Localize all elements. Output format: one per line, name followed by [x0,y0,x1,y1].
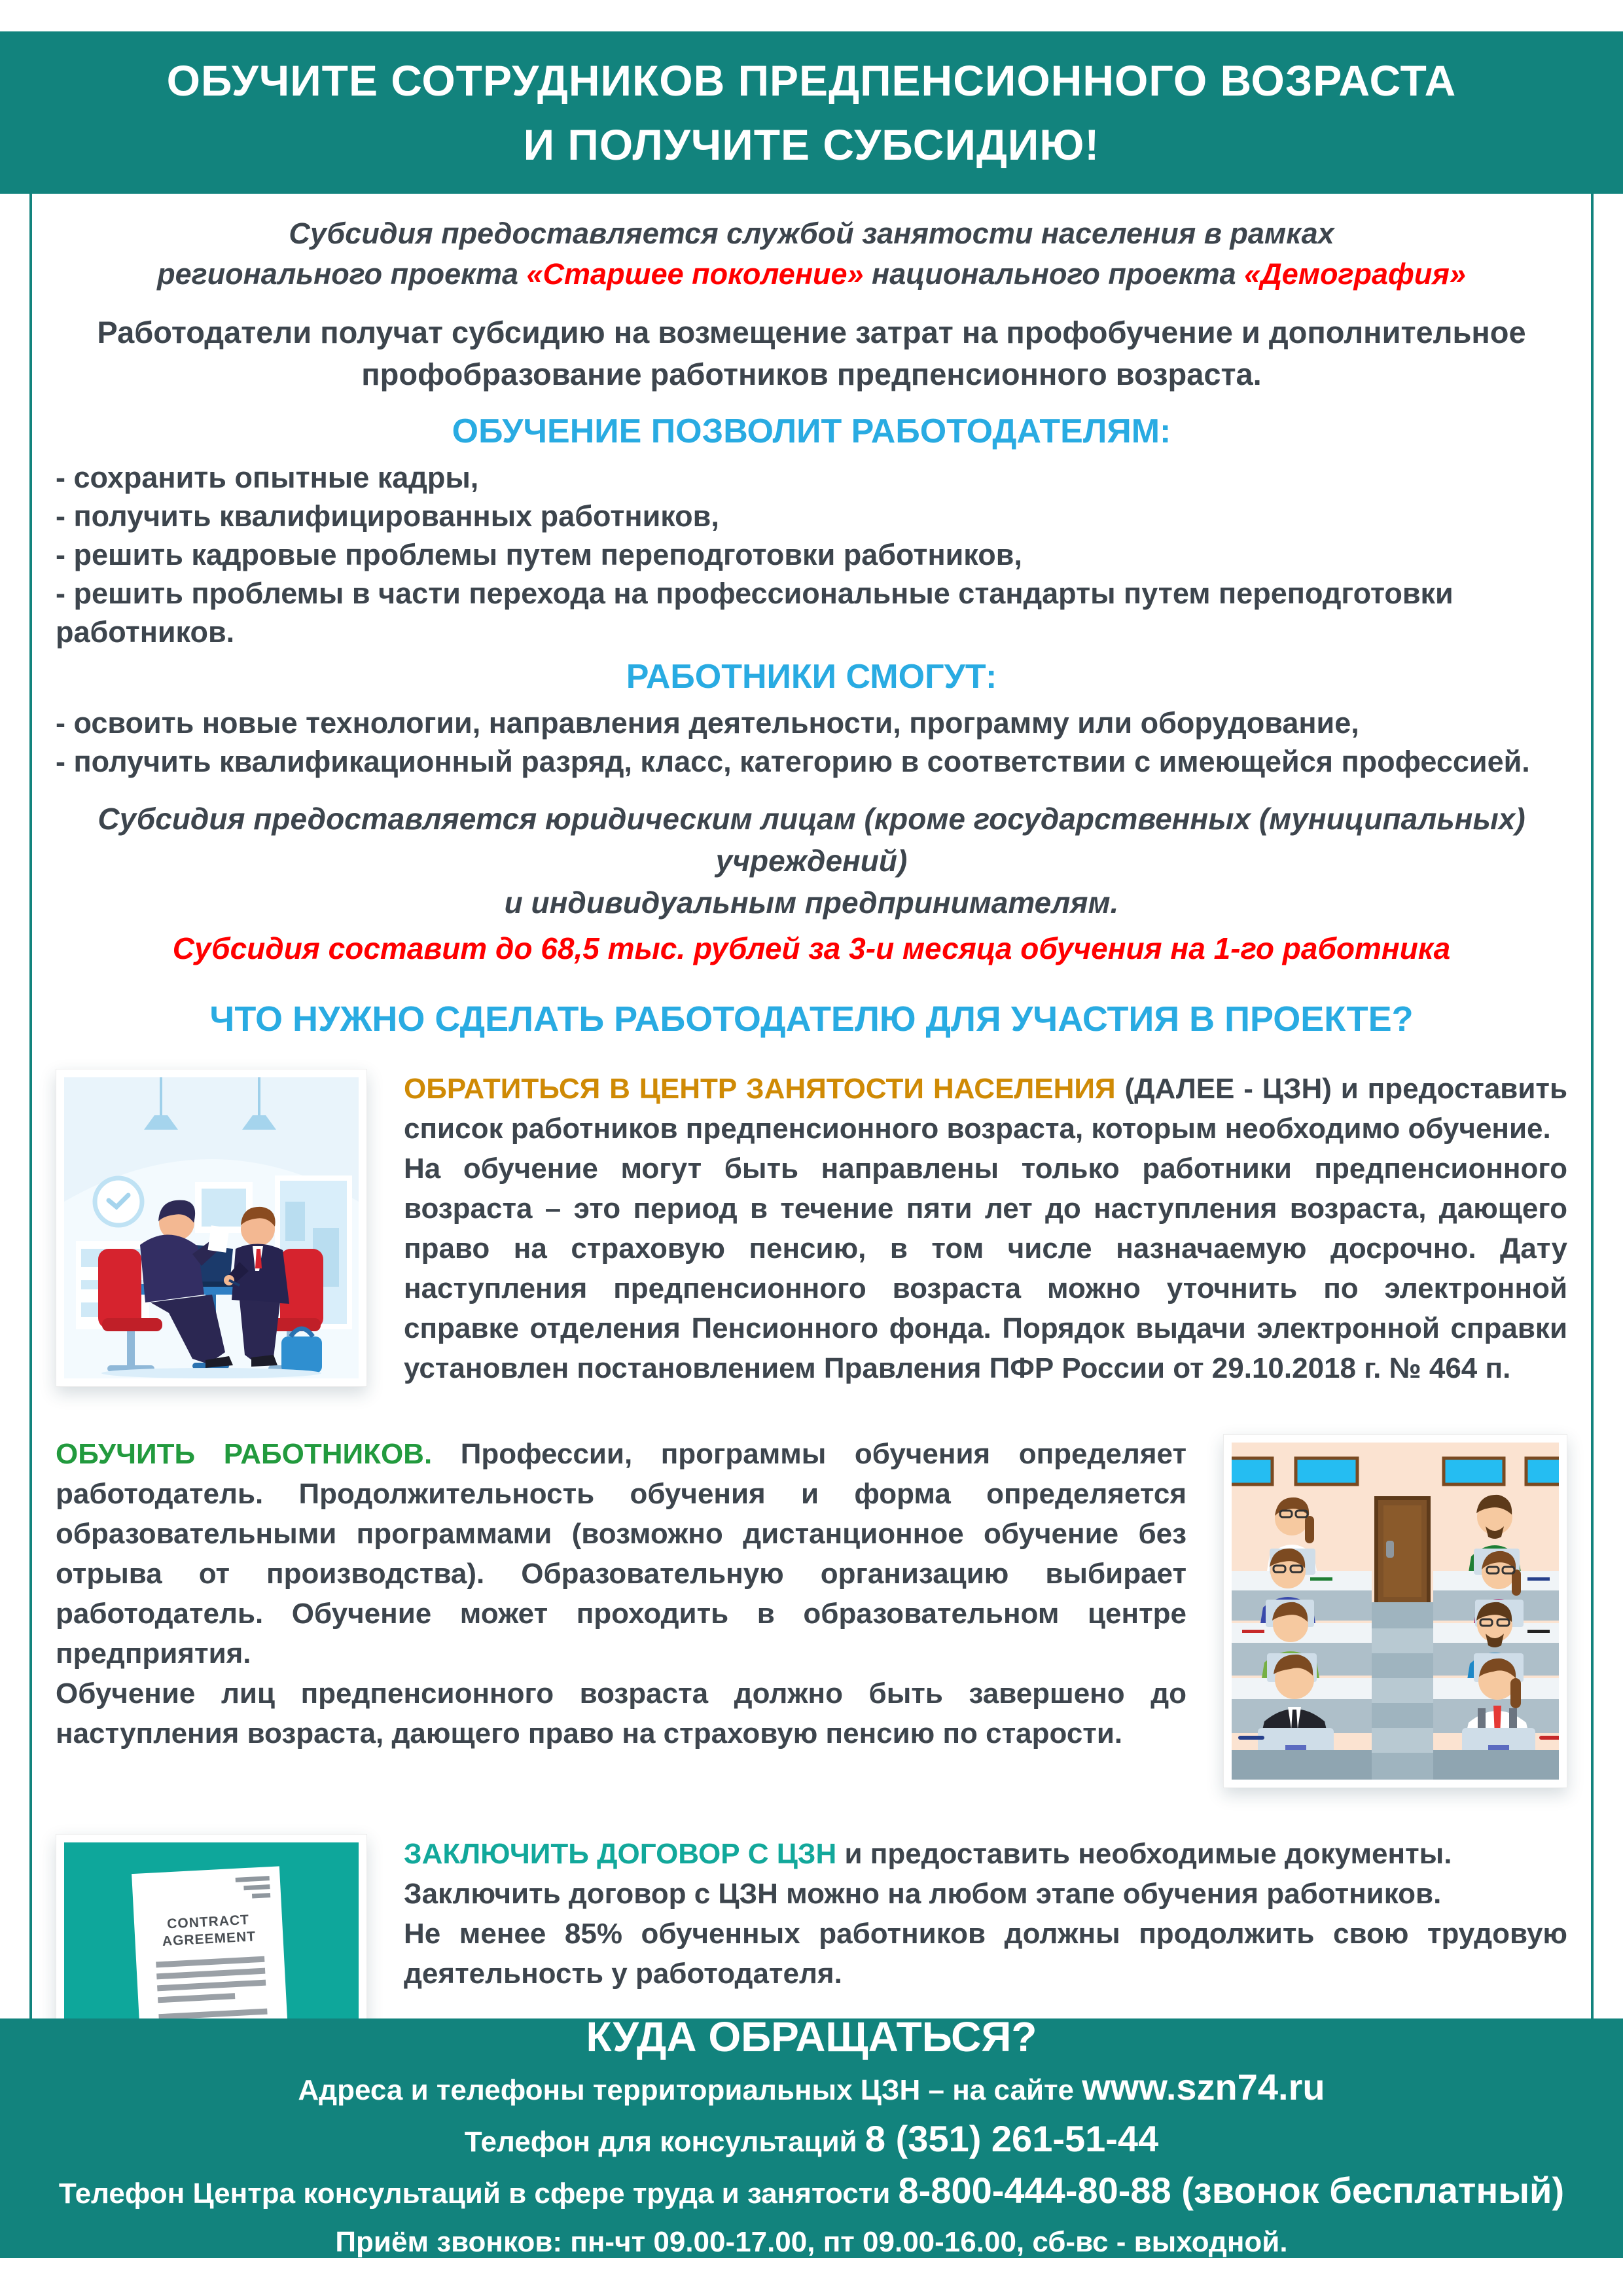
step-1-body: На обучение могут быть направлены только работники предпенсионного возраста – это период в течение пяти лет до наступления возраста, дающего право на страховую пенсию, в том числе назначаемую досрочно. Дату наступления предпенсионного возраста можно уточнить по электронной справке отделения Пенсионного фонда. Порядок выдачи электронной справки установлен постановлением Правления ПФР России от 29.10.2018 г. № 464 п. [404,1153,1567,1384]
header-banner [0,31,1623,194]
lead-paragraph: Работодатели получат субсидию на возмещение затрат на профобучение и дополнительное профобразование работников предпенсионного возраста. [97,315,1526,391]
step-1-section [56,1069,1567,1388]
employers-item: - решить кадровые проблемы путем переподготовки работников, [56,538,1022,571]
intro-line2 [56,254,1567,295]
classroom-door [1374,1496,1431,1602]
footer-phone-line [465,2117,1158,2164]
top-margin [0,0,1623,31]
legal-note [56,798,1567,924]
content-area [29,194,1594,2018]
step-2-lead: ОБУЧИТЬ РАБОТНИКОВ. [56,1438,433,1470]
step-2-body1: Профессии, программы обучения определяет работодатель. Продолжительность обучения и форма определяется образовательными программами (возможно дистанционное обучение без отрыва от производства). Образовательную организацию выбирает работодатель. Обучение может проходить в образовательном центре предприятия. [56,1438,1186,1670]
footer-hotline-line [59,2169,1564,2215]
footer-site-url: www.szn74.ru [1082,2066,1325,2108]
header-title-line2: И ПОЛУЧИТЕ СУБСИДИЮ! [523,120,1100,169]
bottom-margin [0,2258,1623,2296]
footer-site-line [298,2066,1325,2112]
subsidy-amount-line: Субсидия составит до 68,5 тыс. рублей за 3-и месяца обучения на 1-го работника [172,931,1451,965]
step-1-text [404,1069,1567,1388]
contract-title-line1: CONTRACT [166,1912,250,1932]
step-1-lead-paragraph [404,1069,1567,1149]
employers-list [56,458,1567,651]
footer-hours-line: Приём звонков: пн-чт 09.00-17.00, пт 09.00-16.00, сб-вс - выходной. [335,2225,1288,2258]
step-2-body2: Обучение лиц предпенсионного возраста должно быть завершено до наступления возраста, дающего право на страховую пенсию по старости. [56,1677,1186,1749]
contract-title-line2: AGREEMENT [162,1929,257,1949]
legal-line1: Субсидия предоставляется юридическим лицам (кроме государственных (муниципальных) учреждений) [98,802,1525,878]
step-2-text [56,1434,1186,1753]
step-3-lead-rest: и предоставить необходимые документы. [836,1838,1452,1870]
step-2-lead-paragraph [56,1434,1186,1674]
footer-hotline-prefix: Телефон Центра консультаций в сфере труда и занятости [58,2177,899,2210]
step-1-lead-rest: (ДАЛЕЕ - ЦЗН) и предоставить список работников предпенсионного возраста, которым необходимо обучение. [404,1073,1568,1145]
step-3-lead-paragraph [404,1834,1567,1874]
workers-heading: РАБОТНИКИ СМОГУТ: [626,658,997,696]
step-3-line2: Заключить договор с ЦЗН можно на любом этапе обучения работников. [404,1878,1442,1910]
footer-contacts [0,2013,1623,2258]
workers-item: - освоить новые технологии, направления деятельности, программу или оборудование, [56,706,1359,740]
step-2-section [56,1434,1567,1788]
header-title-line1: ОБУЧИТЕ СОТРУДНИКОВ ПРЕДПЕНСИОННОГО ВОЗРАСТА [166,56,1457,105]
employers-item: - сохранить опытные кадры, [56,461,479,494]
footer-phone-prefix: Телефон для консультаций [464,2125,865,2158]
project-name-demography: «Демография» [1244,257,1466,291]
workers-item: - получить квалификационный разряд, класс, категорию в соответствии с имеющейся профессией. [56,745,1530,778]
intro-line2-mid: национального проекта [863,257,1245,291]
employers-heading: ОБУЧЕНИЕ ПОЗВОЛИТ РАБОТОДАТЕЛЯМ: [452,412,1171,450]
workers-list [56,704,1567,781]
step-3-text [404,1834,1567,1994]
legal-line2: и индивидуальным предпринимателям. [504,886,1119,920]
footer-phone-number: 8 (351) 261-51-44 [865,2117,1159,2159]
classroom-training-illustration [1223,1434,1567,1788]
wall-clock-icon [95,1178,142,1225]
intro-line1: Субсидия предоставляется службой занятости населения в рамках [289,217,1334,250]
step-3-section [56,1834,1567,2018]
intro-line2-prefix: регионального проекта [157,257,527,291]
contract-handshake-illustration [56,1834,367,2018]
footer-heading: КУДА ОБРАЩАТЬСЯ? [586,2013,1037,2060]
contract-paper [132,1866,291,2018]
contract-illustration-svg [64,1842,359,2018]
employers-item: - получить квалифицированных работников, [56,499,719,533]
step-3-lead: ЗАКЛЮЧИТЬ ДОГОВОР С ЦЗН [404,1838,837,1870]
footer-site-prefix: Адреса и телефоны территориальных ЦЗН – на сайте [298,2073,1082,2106]
project-name-older-generation: «Старшее поколение» [526,257,864,291]
aisle-stairs [1372,1602,1433,1780]
step-3-line3: Не менее 85% обученных работников должны продолжить свою трудовую деятельность у работодателя. [404,1918,1567,1990]
steps-heading: ЧТО НУЖНО СДЕЛАТЬ РАБОТОДАТЕЛЮ ДЛЯ УЧАСТИЯ В ПРОЕКТЕ? [209,999,1414,1039]
footer-hotline-number: 8-800-444-80-88 [898,2169,1171,2211]
footer-hotline-suffix: (звонок бесплатный) [1171,2169,1565,2211]
step-1-lead: ОБРАТИТЬСЯ В ЦЕНТР ЗАНЯТОСТИ НАСЕЛЕНИЯ [404,1073,1116,1105]
employers-item: - решить проблемы в части перехода на профессиональные стандарты путем переподготовки работников. [56,577,1454,649]
meeting-consultation-illustration [56,1069,367,1387]
meeting-illustration-svg [64,1077,359,1378]
classroom-illustration-svg [1232,1443,1559,1780]
